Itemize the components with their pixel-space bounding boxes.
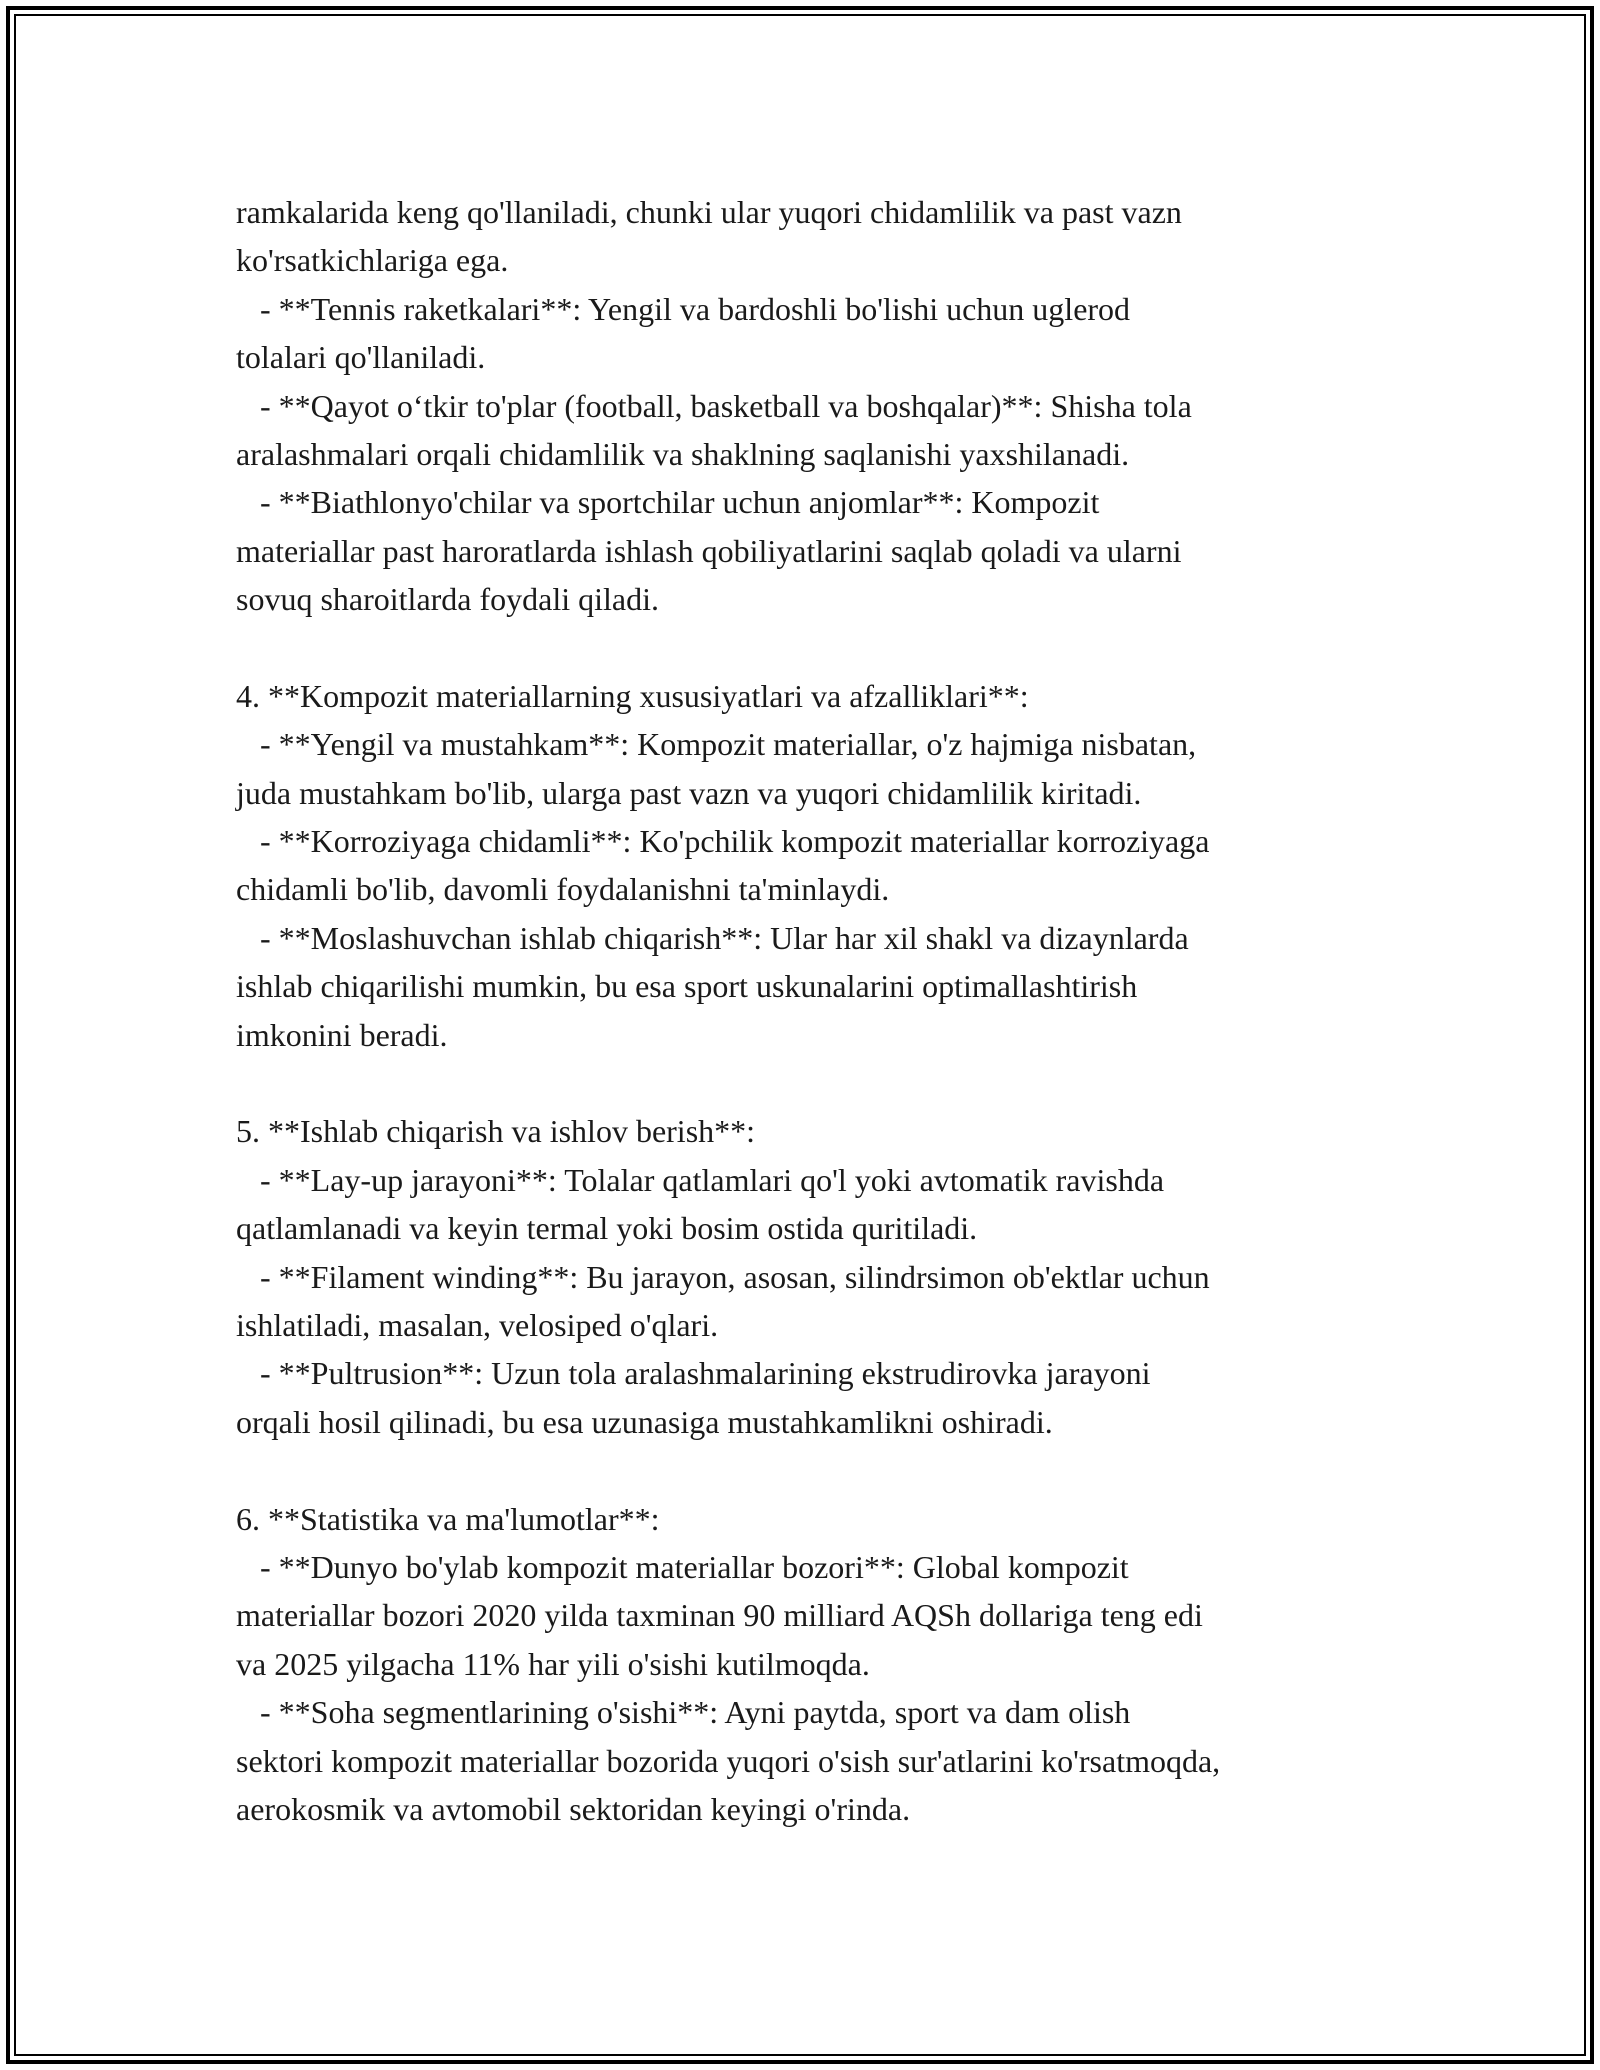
text-line: ishlatiladi, masalan, velosiped o'qlari.: [236, 1306, 719, 1343]
text-line: aralashmalari orqali chidamlilik va shaklning saqlanishi yaxshilanadi.: [236, 435, 1130, 472]
text-line: aerokosmik va avtomobil sektoridan keyingi o'rinda.: [236, 1790, 911, 1827]
text-line: materiallar bozori 2020 yilda taxminan 90 milliard AQSh dollariga teng edi: [236, 1597, 1203, 1634]
text-line: orqali hosil qilinadi, bu esa uzunasiga mustahkamlikni oshiradi.: [236, 1403, 1053, 1440]
text-line: imkonini beradi.: [236, 1016, 448, 1053]
text-line: ramkalarida keng qo'llaniladi, chunki ular yuqori chidamlilik va past vazn: [236, 194, 1182, 230]
text-line: juda mustahkam bo'lib, ularga past vazn va yuqori chidamlilik kiritadi.: [236, 774, 1142, 811]
text-line: sovuq sharoitlarda foydali qiladi.: [236, 581, 660, 618]
text-line: qatlamlanadi va keyin termal yoki bosim ostida quritiladi.: [236, 1210, 978, 1247]
text-line: - **Tennis raketkalari**: Yengil va bardoshli bo'lishi uchun uglerod: [236, 290, 1131, 327]
text-line: - **Moslashuvchan ishlab chiqarish**: Ular har xil shakl va dizaynlarda: [236, 919, 1189, 956]
text-line: - **Qayot o‘tkir to'plar (football, basketball va boshqalar)**: Shisha tola: [236, 387, 1192, 424]
paragraph-gap: [236, 1059, 1386, 1107]
text-line: - **Dunyo bo'ylab kompozit materiallar bozori**: Global kompozit: [236, 1548, 1129, 1585]
text-line: - **Lay-up jarayoni**: Tolalar qatlamlari qo'l yoki avtomatik ravishda: [236, 1161, 1165, 1198]
paragraph-gap: [236, 1446, 1386, 1494]
section-heading: 4. **Kompozit materiallarning xususiyatlari va afzalliklari**:: [236, 677, 1029, 714]
text-line: va 2025 yilgacha 11% har yili o'sishi kutilmoqda.: [236, 1645, 870, 1682]
text-line: - **Soha segmentlarining o'sishi**: Ayni paytda, sport va dam olish: [236, 1694, 1131, 1731]
text-line: ishlab chiqarilishi mumkin, bu esa sport uskunalarini optimallashtirish: [236, 968, 1138, 1005]
text-line: sektori kompozit materiallar bozorida yuqori o'sish sur'atlarini ko'rsatmoqda,: [236, 1742, 1221, 1779]
text-line: chidamli bo'lib, davomli foydalanishni ta'minlaydi.: [236, 871, 890, 908]
document-body: [236, 188, 1386, 1833]
text-line: - **Korroziyaga chidamli**: Ko'pchilik kompozit materiallar korroziyaga: [236, 823, 1210, 860]
text-line: materiallar past haroratlarda ishlash qobiliyatlarini saqlab qoladi va ularni: [236, 532, 1182, 569]
text-line: - **Pultrusion**: Uzun tola aralashmalarining ekstrudirovka jarayoni: [236, 1355, 1151, 1392]
paragraph-gap: [236, 624, 1386, 672]
text-line: - **Filament winding**: Bu jarayon, asosan, silindrsimon ob'ektlar uchun: [236, 1258, 1210, 1295]
section-heading: 6. **Statistika va ma'lumotlar**:: [236, 1500, 660, 1537]
text-line: - **Yengil va mustahkam**: Kompozit materiallar, o'z hajmiga nisbatan,: [236, 726, 1197, 763]
text-line: tolalari qo'llaniladi.: [236, 339, 486, 376]
text-line: - **Biathlonyo'chilar va sportchilar uchun anjomlar**: Kompozit: [236, 484, 1100, 521]
section-heading: 5. **Ishlab chiqarish va ishlov berish**:: [236, 1113, 756, 1150]
text-line: ko'rsatkichlariga ega.: [236, 242, 509, 279]
